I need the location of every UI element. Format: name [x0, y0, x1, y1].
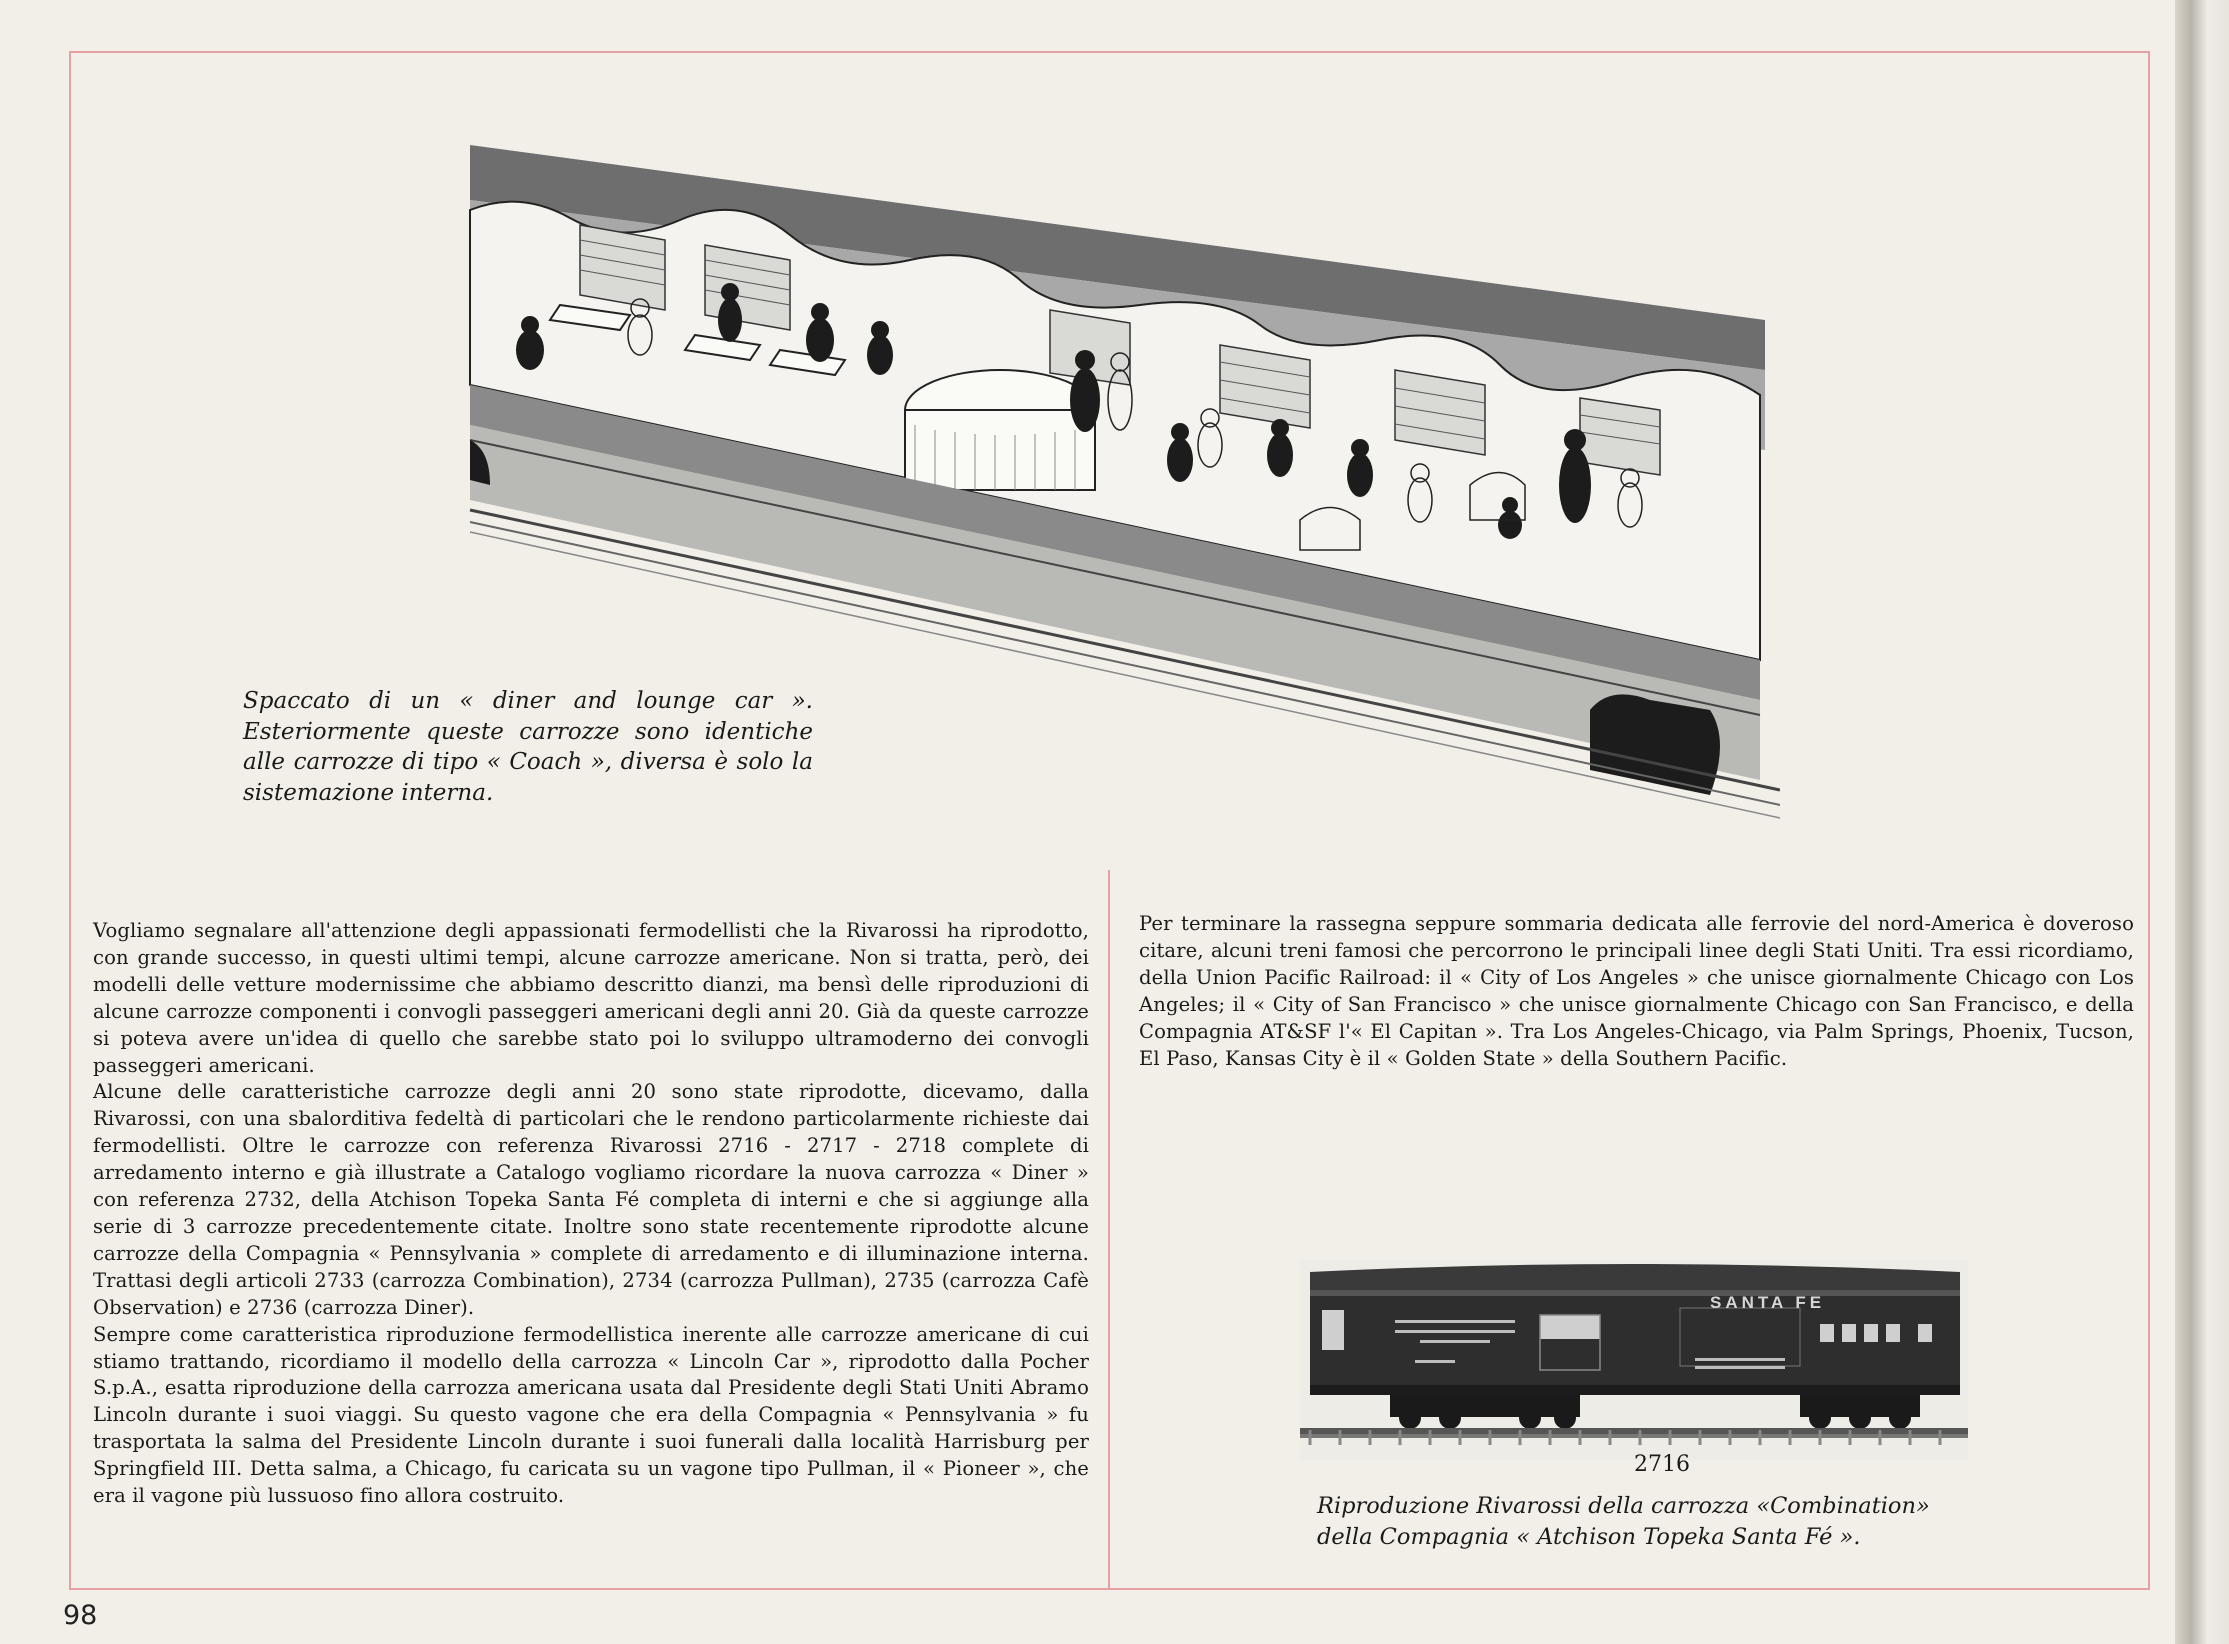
book-binding-edge	[2175, 0, 2229, 1644]
paragraph: Per terminare la rassegna seppure sommaria dedicata alle ferrovie del nord-America è doveroso citare, alcuni treni famosi che percorrono le principali linee degli Stati Uniti. Tra essi ricordiamo, della Union Pacific Railroad: il « City of Los Angeles » che unisce giornalmente Chicago con Los Angeles; il « City of San Francisco » che unisce giornalmente Chicago con San Francisco, e della Compagnia AT&SF l'« El Capitan ». Tra Los Angeles-Chicago, via Palm Springs, Phoenix, Tucson, El Paso, Kansas City è il « Golden State » della Southern Pacific.	[1139, 912, 2134, 1070]
car-truck-right	[1590, 694, 1720, 795]
left-column-text	[93, 918, 1089, 1510]
column-divider	[1108, 870, 1110, 1588]
combination-car-photo	[1300, 1260, 1968, 1460]
paragraph: Vogliamo segnalare all'attenzione degli appassionati fermodellisti che la Rivarossi ha riprodotto, con grande successo, in questi ultimi tempi, alcune carrozze americane. Non si tratta, però, dei modelli delle vetture modernissime che abbiamo descritto dianzi, ma bensì delle riproduzioni di alcune carrozze componenti i convogli passeggeri americani degli anni 20. Già da queste carrozze si poteva avere un'idea di quello che sarebbe stato poi lo sviluppo ultramoderno dei convogli passeggeri americani.	[93, 919, 1089, 1077]
paragraph: Alcune delle caratteristiche carrozze degli anni 20 sono state riprodotte, dicevamo, dalla Rivarossi, con una sbalorditiva fedeltà di particolari che le rendono particolarmente richieste dai fermodellisti. Oltre le carrozze con referenza Rivarossi 2716 - 2717 - 2718 complete di arredamento interno e già illustrate a Catalogo vogliamo ricordare la nuova carrozza « Diner » con referenza 2732, della Atchison Topeka Santa Fé completa di interni e che si aggiunge alla serie di 3 carrozze precedentemente citate. Inoltre sono state recentemente riprodotte alcune carrozze della Compagnia « Pennsylvania » complete di arredamento e di illuminazione interna. Trattasi degli articoli 2733 (carrozza Combination), 2734 (carrozza Pullman), 2735 (carrozza Cafè Observation) e 2736 (carrozza Diner).	[93, 1080, 1089, 1319]
photo-caption: Riproduzione Rivarossi della carrozza «Combination» della Compagnia « Atchison Topeka Santa Fé ».	[1317, 1493, 1930, 1550]
right-column-text	[1139, 911, 2134, 1072]
model-number: 2716	[1634, 1452, 1690, 1477]
illustration-caption: Spaccato di un « diner and lounge car ». Esteriormente queste carrozze sono identiche alle carrozze di tipo « Coach », diversa è solo la sistemazione interna.	[243, 688, 813, 806]
paragraph: Sempre come caratteristica riproduzione fermodellistica inerente alle carrozze americane di cui stiamo trattando, ricordiamo il modello della carrozza « Lincoln Car », riprodotto dalla Pocher S.p.A., esatta riproduzione della carrozza americana usata dal Presidente degli Stati Uniti Abramo Lincoln durante i suoi viaggi. Su questo vagone che era della Compagnia « Pennsylvania » fu trasportata la salma del Presidente Lincoln durante i suoi funerali dalla località Harrisburg per Springfield III. Detta salma, a Chicago, fu caricata su un vagone tipo Pullman, il « Pioneer », che era il vagone più lussuoso fino allora costruito.	[93, 1322, 1089, 1508]
car-lettering: SANTA FE	[1710, 1293, 1826, 1312]
page-number: 98	[63, 1600, 98, 1631]
